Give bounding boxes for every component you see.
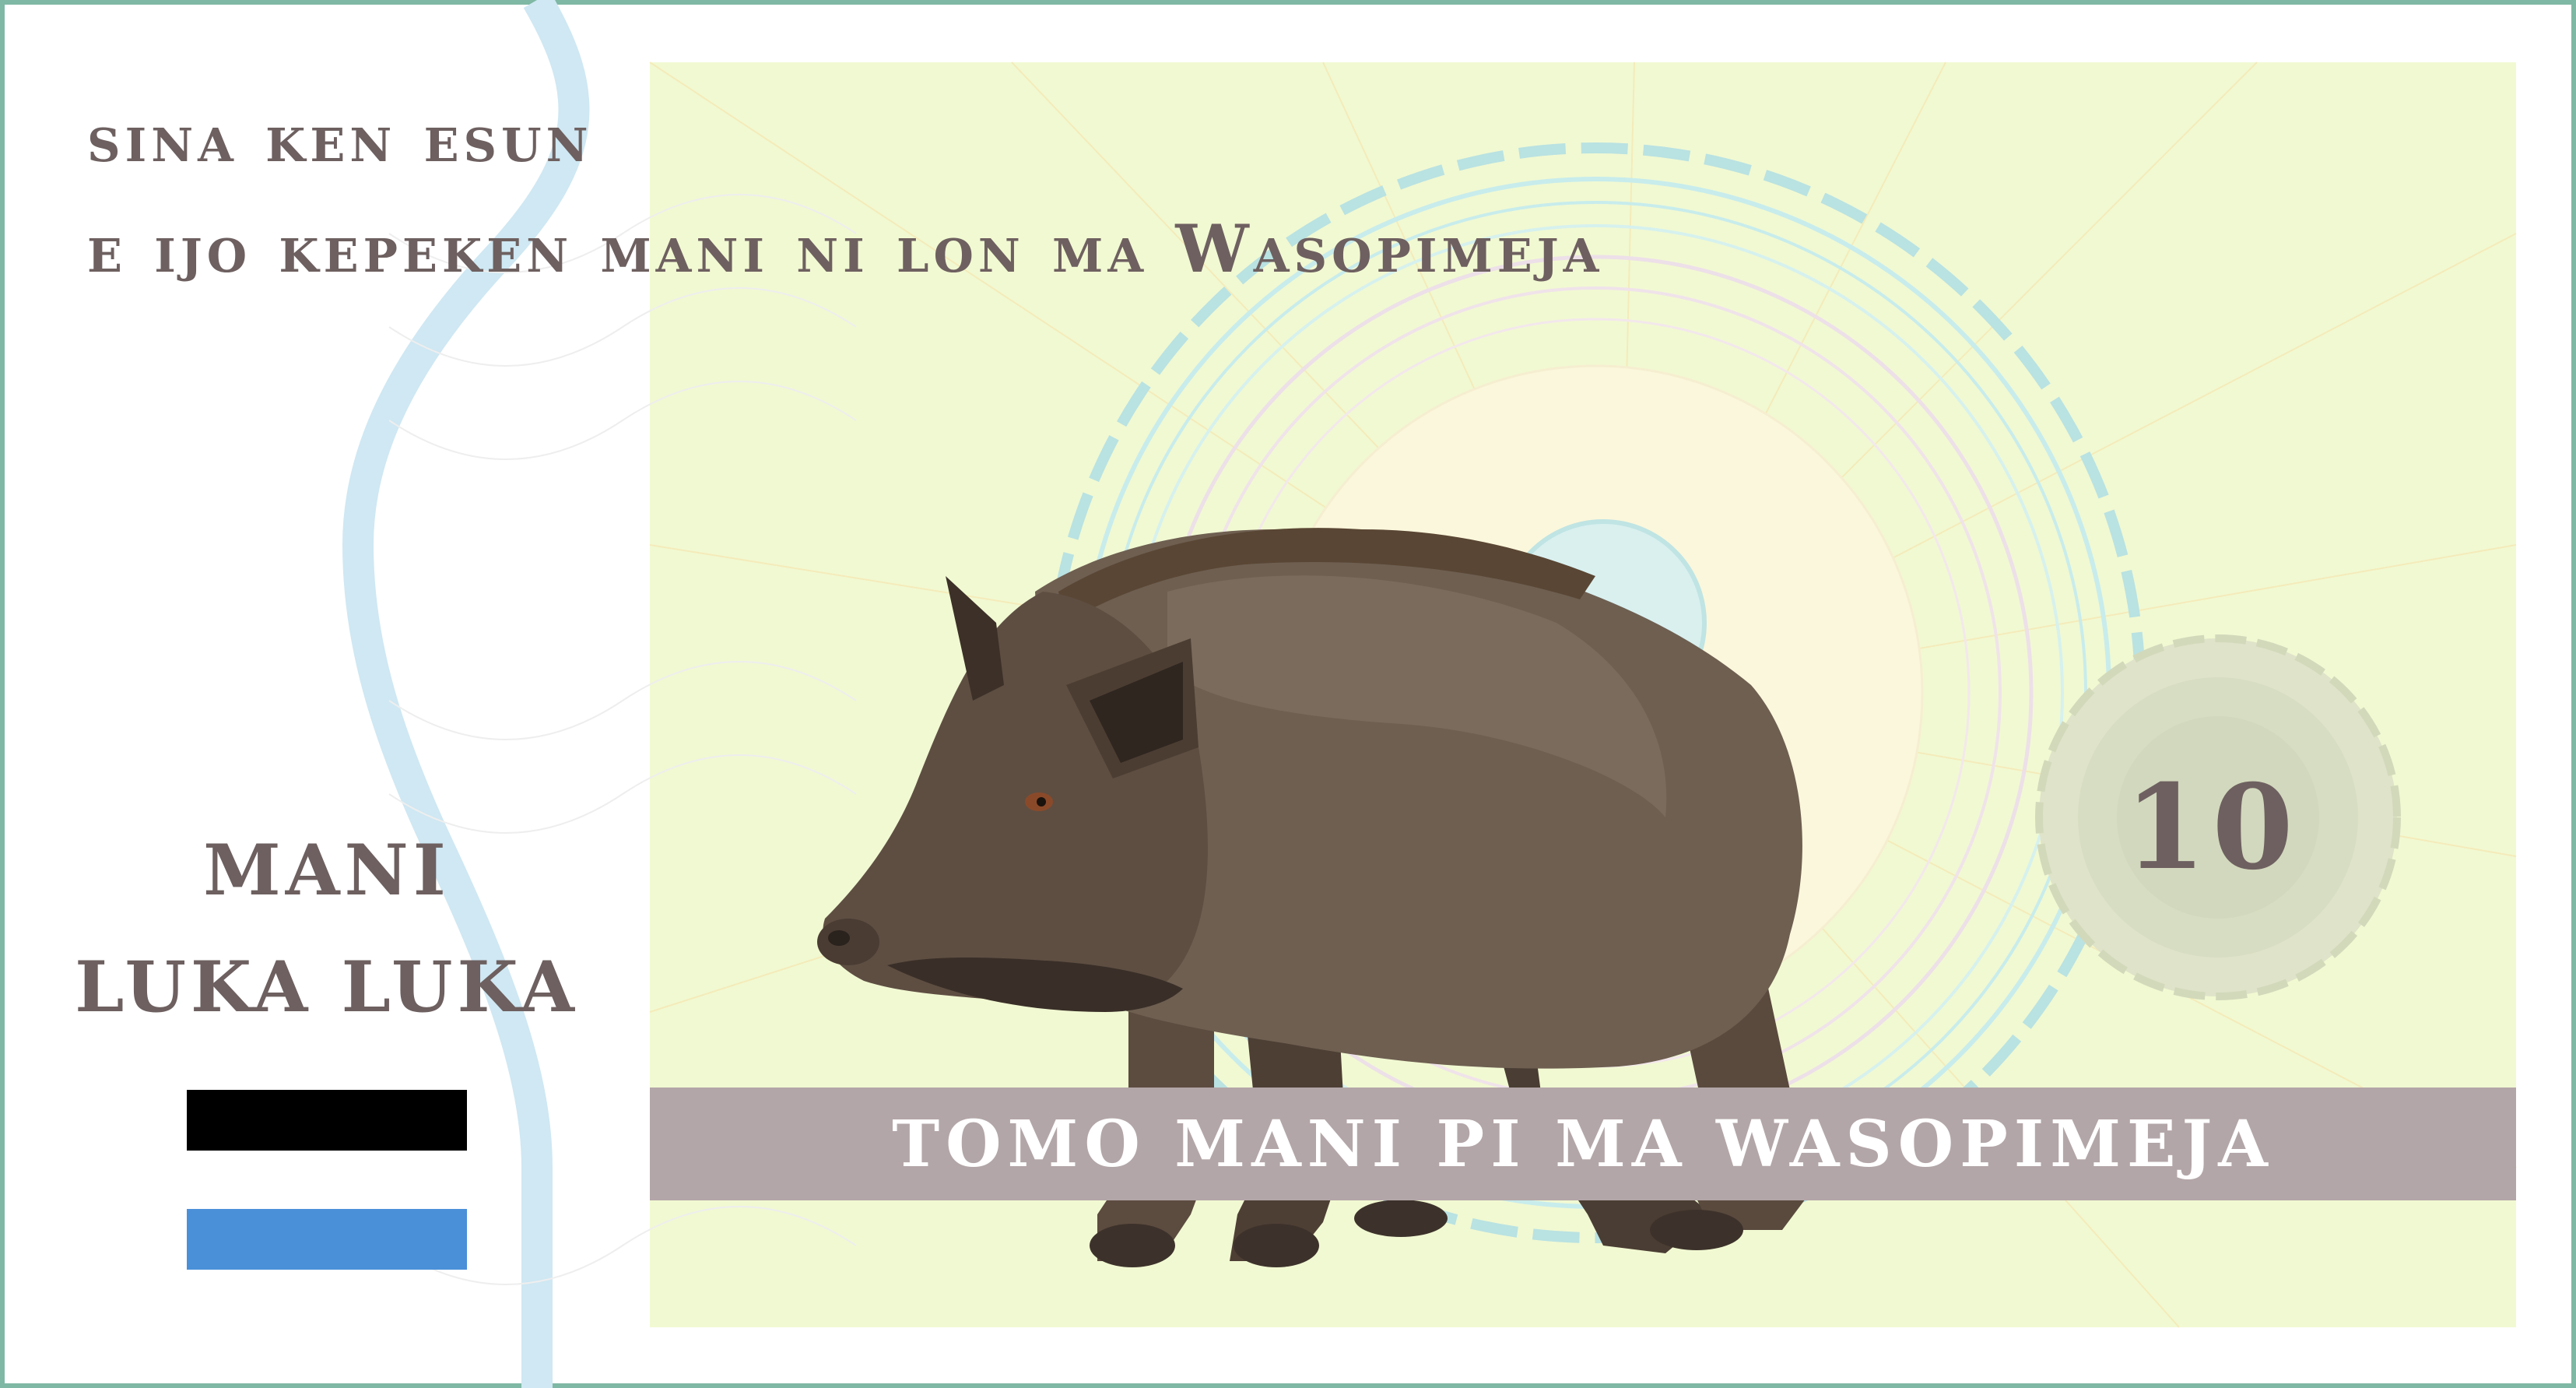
header-line-2: e ijo kepeken mani ni lon ma Wasopimeja — [87, 210, 1604, 287]
denomination-value: 10 — [2125, 759, 2300, 896]
header-line-1: sina ken esun — [87, 100, 593, 177]
issuer-banner — [650, 1088, 2516, 1200]
currency-name-line-2: LUKA LUKA — [75, 946, 579, 1028]
flag-stripe-blue — [187, 1209, 467, 1270]
issuer-banner-text: TOMO MANI PI MA WASOPIMEJA — [892, 1106, 2274, 1182]
currency-name-line-1: MANI — [203, 829, 451, 912]
flag-stripe-black — [187, 1090, 467, 1151]
